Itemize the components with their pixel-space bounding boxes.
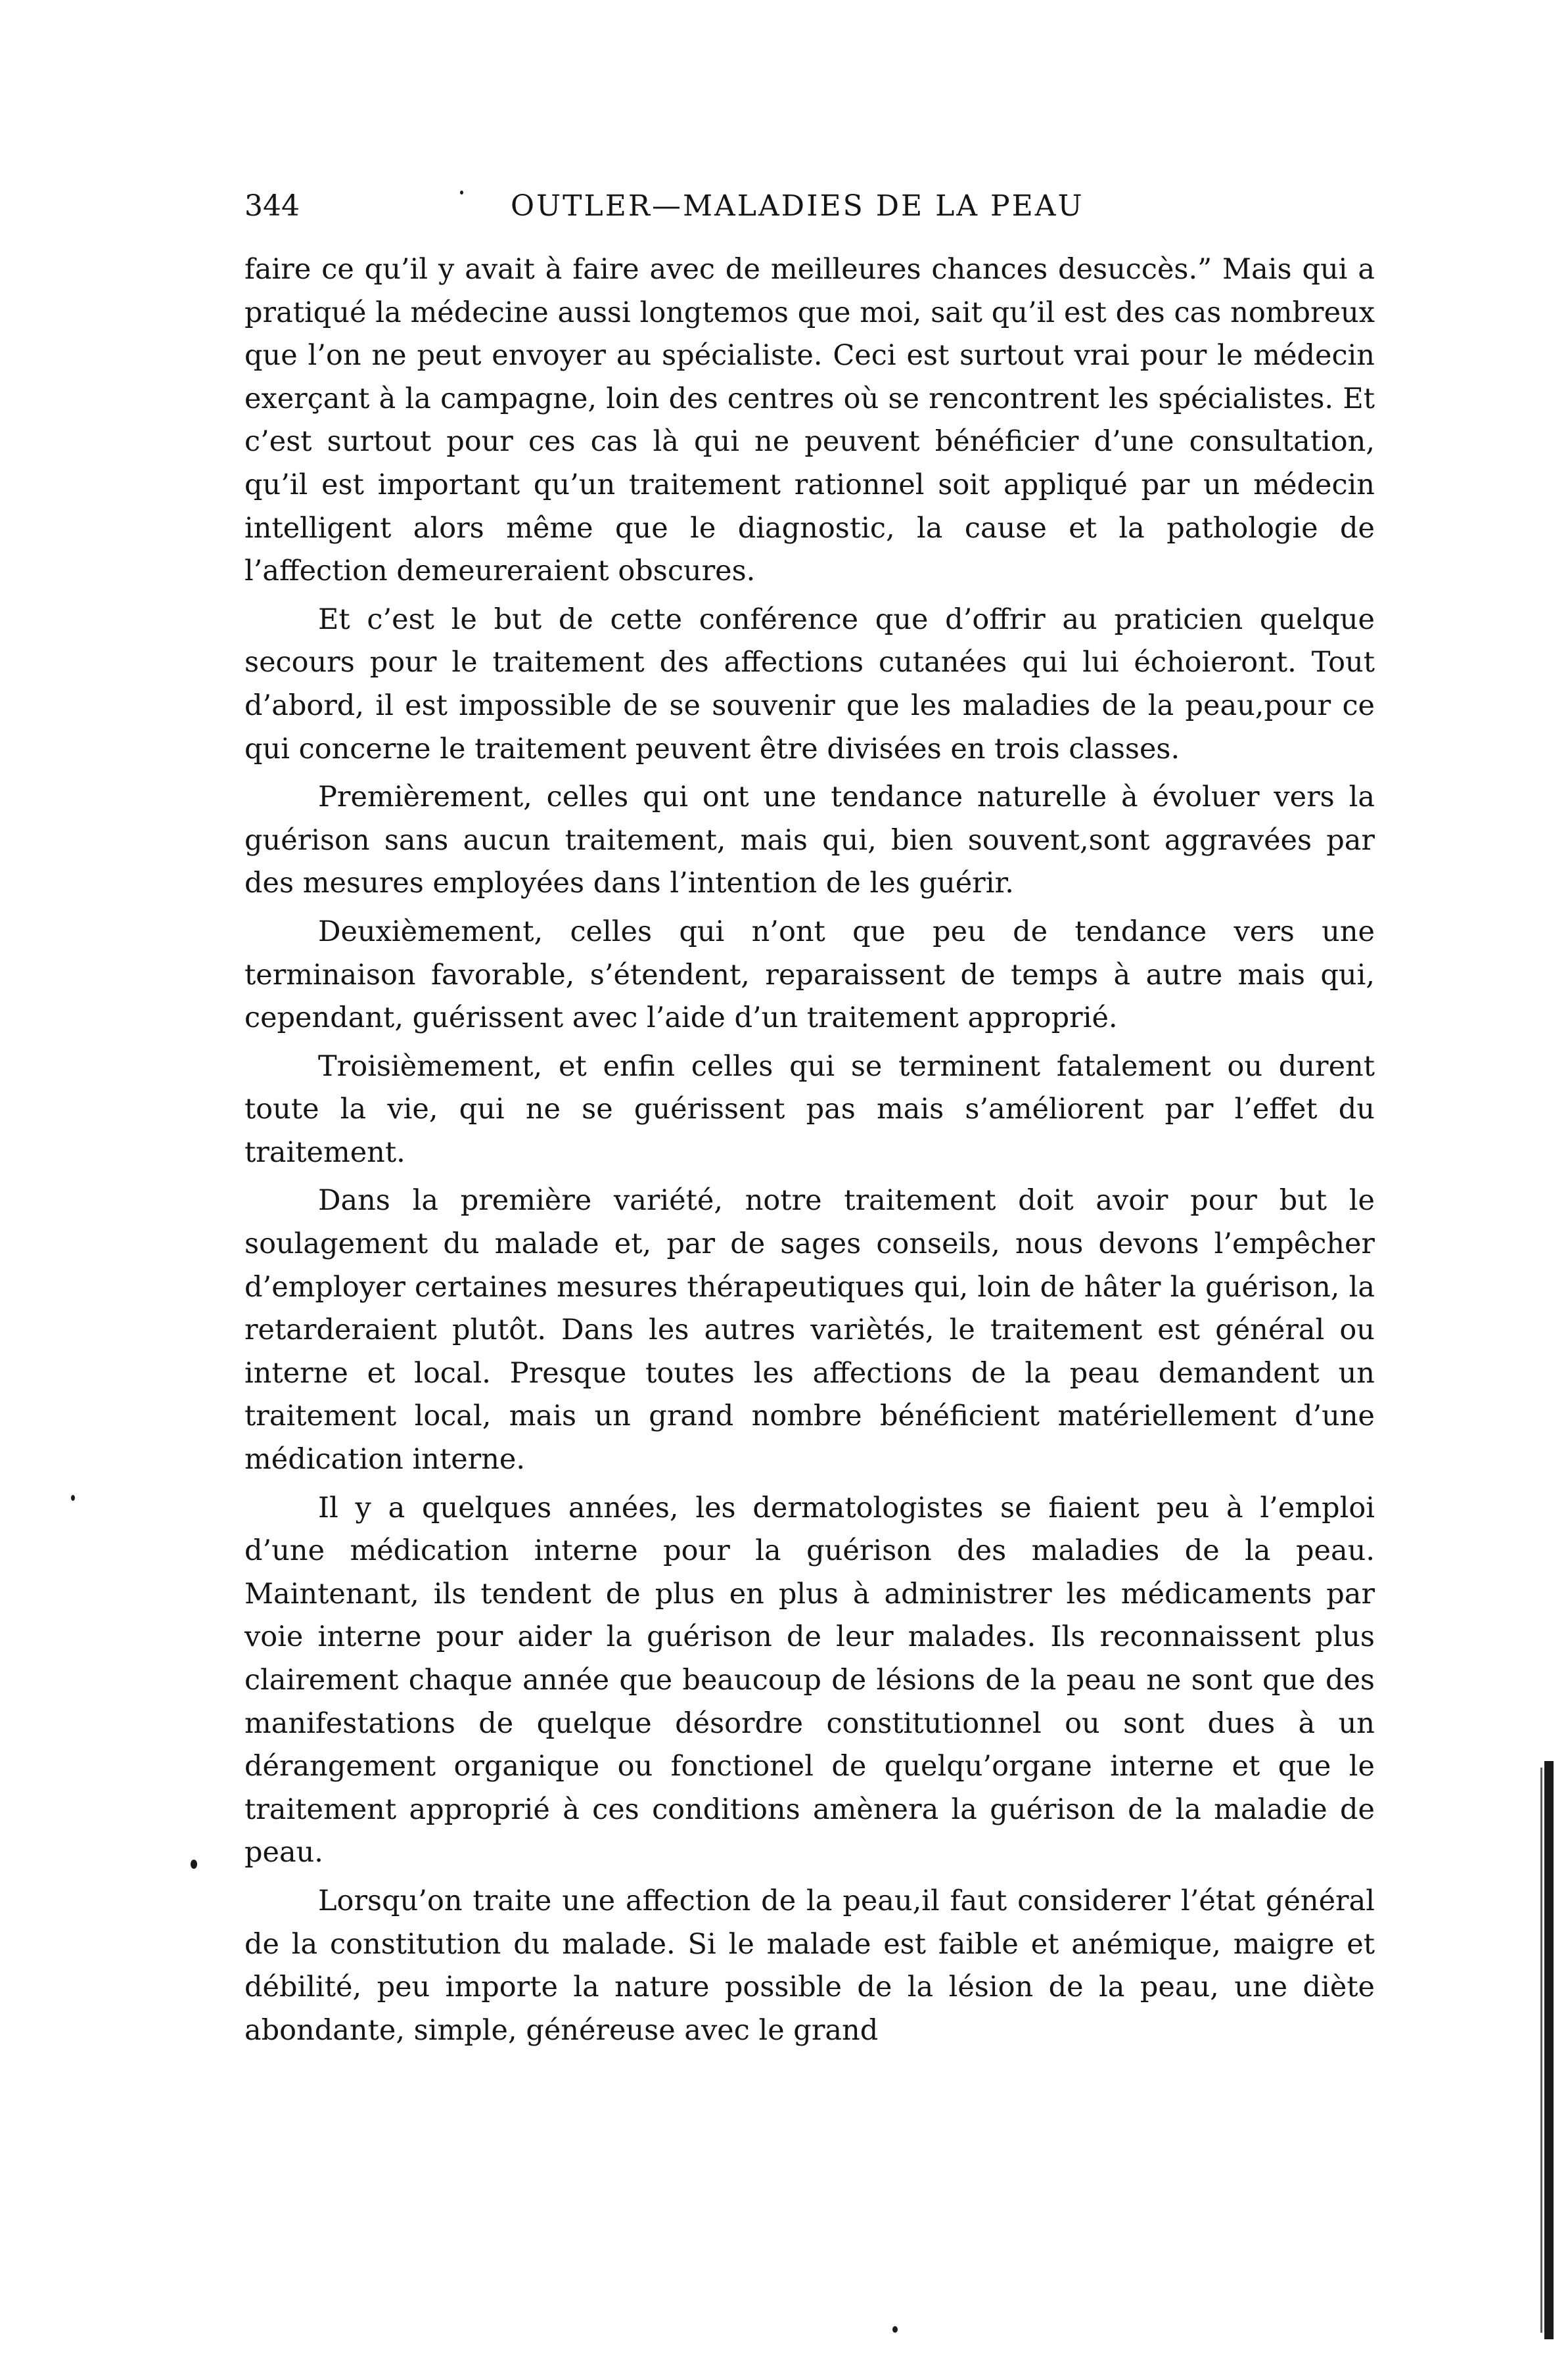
page-edge-bar <box>1544 1761 1554 2339</box>
page-number: 344 <box>244 189 300 223</box>
paragraph-2: Et c’est le but de cette conférence que d’offrir au praticien quelque secours pour le traitement des affections cutanées qui lui échoieront. Tout d’abord, il est impossible de se souvenir que les maladies de la peau,pour ce qui concerne le traitement peuvent être divisées en trois classes. <box>244 603 1375 766</box>
paragraph-8: Lorsqu’on traite une affection de la peau,il faut considerer l’état général de la constitution du malade. Si le malade est faible et anémique, maigre et débilité, peu importe la nature possible de la lésion de la peau, une diète abondante, simple, généreuse avec le grand <box>244 1884 1375 2047</box>
running-head <box>244 187 1375 226</box>
body-text <box>244 248 1375 2057</box>
paragraph-4: Deuxièmement, celles qui n’ont que peu de tendance vers une terminaison favorable, s’étendent, reparaissent de temps à autre mais qui, cependant, guérissent avec l’aide d’un traitement approprié. <box>244 915 1375 1035</box>
scan-speck <box>460 191 463 195</box>
paragraph-6: Dans la première variété, notre traitement doit avoir pour but le soulagement du malade et, par de sages conseils, nous devons l’empêcher d’employer certaines mesures thérapeutiques qui, loin de hâter la guérison, la retarderaient plutôt. Dans les autres variètés, le traitement est général ou interne et local. Presque toutes les affections de la peau demandent un traitement local, mais un grand nombre bénéficient matériellement d’une médication interne. <box>244 1184 1375 1477</box>
paragraph-5: Troisièmement, et enfin celles qui se terminent fatalement ou durent toute la vie, qui ne se guérissent pas mais s’améliorent par l’effet du traitement. <box>244 1049 1375 1169</box>
scan-speck <box>892 2326 898 2333</box>
scan-speck <box>71 1495 75 1501</box>
page-edge-shadow <box>1540 1768 1542 2333</box>
running-title: OUTLER—MALADIES DE LA PEAU <box>511 189 1084 223</box>
paragraph-1: faire ce qu’il y avait à faire avec de meilleures chances desuccès.” Mais qui a pratiqué la médecine aussi longtemos que moi, sait qu’il est des cas nombreux que l’on ne peut envoyer au spécialiste. Ceci est surtout vrai pour le médecin exerçant à la campagne, loin des centres où se rencontrent les spécialistes. Et c’est surtout pour ces cas là qui ne peuvent bénéficier d’une consultation, qu’il est important qu’un traitement rationnel soit appliqué par un médecin intelligent alors même que le diagnostic, la cause et la pathologie de l’affection demeureraient obscures. <box>244 253 1375 588</box>
scan-speck <box>191 1860 197 1869</box>
paragraph-3: Premièrement, celles qui ont une tendance naturelle à évoluer vers la guérison sans aucun traitement, mais qui, bien souvent,sont aggravées par des mesures employées dans l’intention de les guérir. <box>244 781 1375 900</box>
paragraph-7: Il y a quelques années, les dermatologistes se fiaient peu à l’emploi d’une médication interne pour la guérison des maladies de la peau. Maintenant, ils tendent de plus en plus à administrer les médicaments par voie interne pour aider la guérison de leur malades. Ils reconnaissent plus clairement chaque année que beaucoup de lésions de la peau ne sont que des manifestations de quelque désordre constitutionnel ou sont dues à un dérangement organique ou fonctionel de quelqu’organe interne et que le traitement approprié à ces conditions amènera la guérison de la maladie de peau. <box>244 1491 1375 1869</box>
